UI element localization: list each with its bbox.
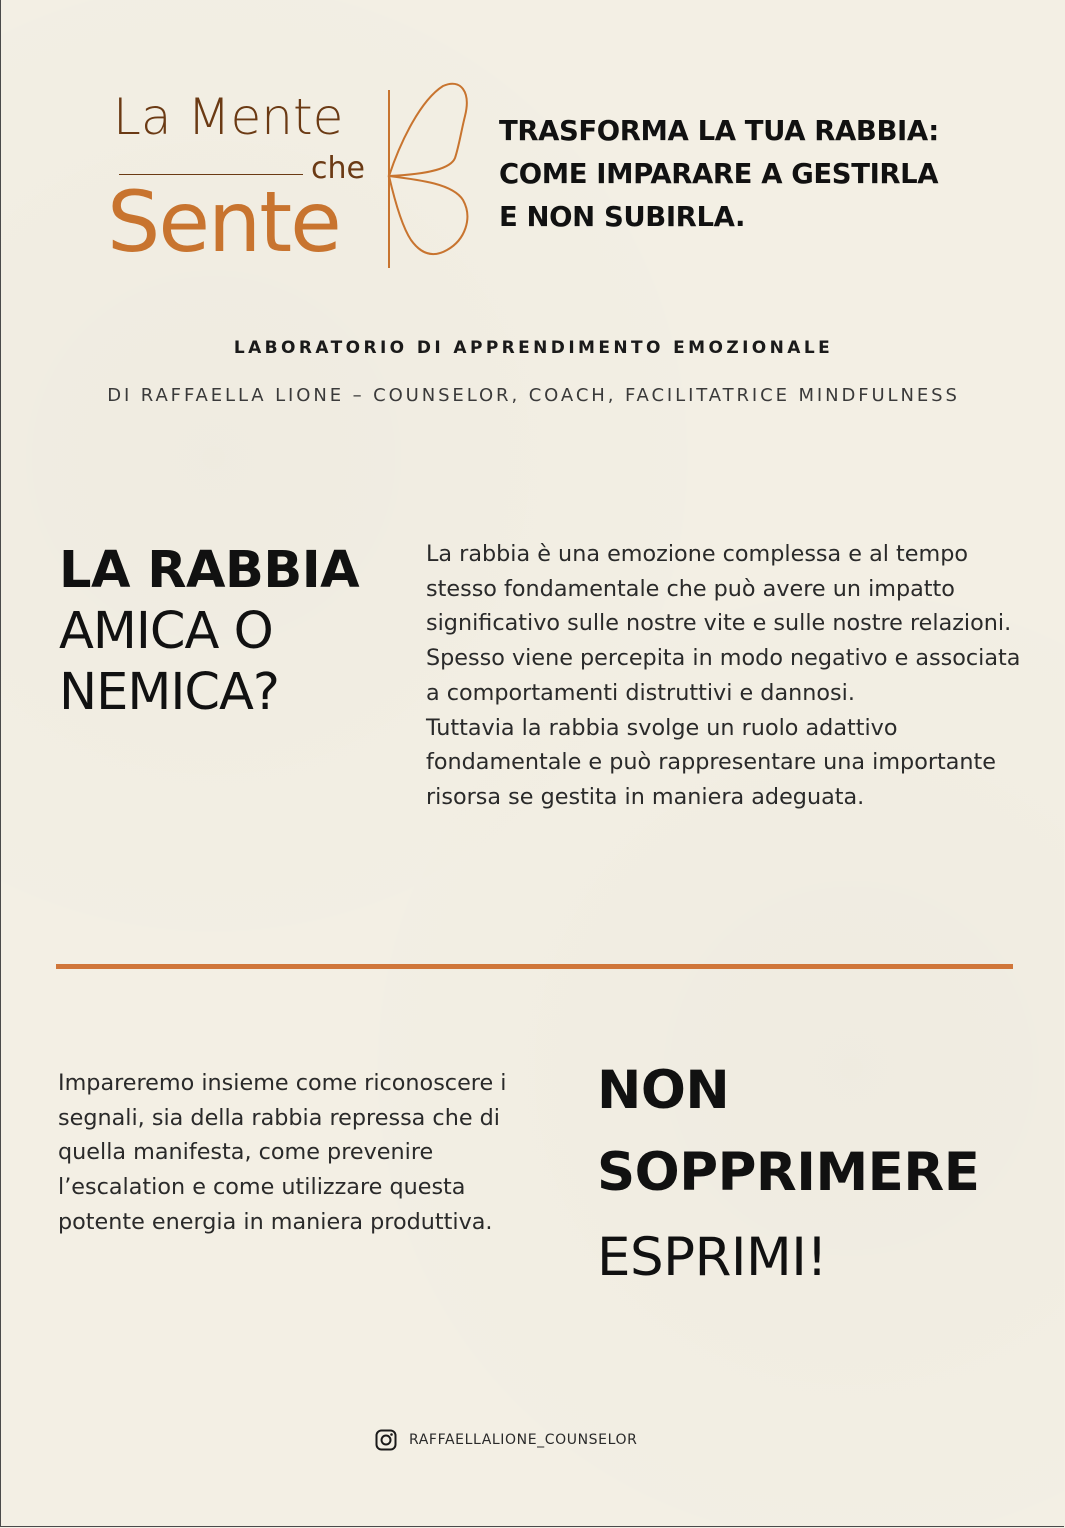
headline-line-1: TRASFORMA LA TUA RABBIA: [499, 115, 939, 147]
headline-line-2: COME IMPARARE A GESTIRLA [499, 158, 939, 190]
divider [56, 964, 1013, 969]
logo-text-la-mente: La Mente [113, 88, 344, 146]
instagram-icon [375, 1429, 397, 1451]
headline [499, 110, 939, 239]
question-line-3: NEMICA? [59, 663, 279, 722]
intro-paragraph-2: Tuttavia la rabbia svolge un ruolo adattivo fondamentale e può rappresentare una importante risorsa se gestita in maniera adeguata. [426, 714, 997, 810]
intro-text [426, 537, 1026, 815]
social-handle-text: RAFFAELLALIONE_COUNSELOR [409, 1432, 638, 1448]
question-line-2: AMICA O [59, 602, 273, 661]
social-handle[interactable] [375, 1428, 637, 1452]
slogan-line-3: ESPRIMI! [597, 1227, 828, 1288]
question-line-1: LA RABBIA [59, 541, 360, 600]
butterfly-icon [381, 80, 475, 270]
author-line: DI RAFFAELLA LIONE – COUNSELOR, COACH, FACILITATRICE MINDFULNESS [107, 385, 960, 406]
question-title [59, 540, 359, 723]
headline-line-3: E NON SUBIRLA. [499, 201, 746, 233]
logo-text-che: che [311, 151, 365, 186]
lab-title: LABORATORIO DI APPRENDIMENTO EMOZIONALE [233, 338, 834, 358]
slogan-line-2: SOPPRIMERE [597, 1142, 980, 1203]
logo-text-sente: Sente [107, 173, 340, 271]
slogan-line-1: NON [597, 1060, 730, 1121]
intro-paragraph-1: La rabbia è una emozione complessa e al tempo stesso fondamentale che può avere un impatto significativo sulle nostre vite e sulle nostre relazioni. Spesso viene percepita in modo negativo e associata a comportamenti distruttivi e dannosi. [426, 541, 1021, 706]
logo [105, 80, 475, 270]
slogan [597, 1050, 979, 1302]
learn-text: Impareremo insieme come riconoscere i segnali, sia della rabbia repressa che di quella manifesta, come prevenire l’escalation e come utilizzare questa potente energia in maniera produttiva. [58, 1070, 507, 1235]
